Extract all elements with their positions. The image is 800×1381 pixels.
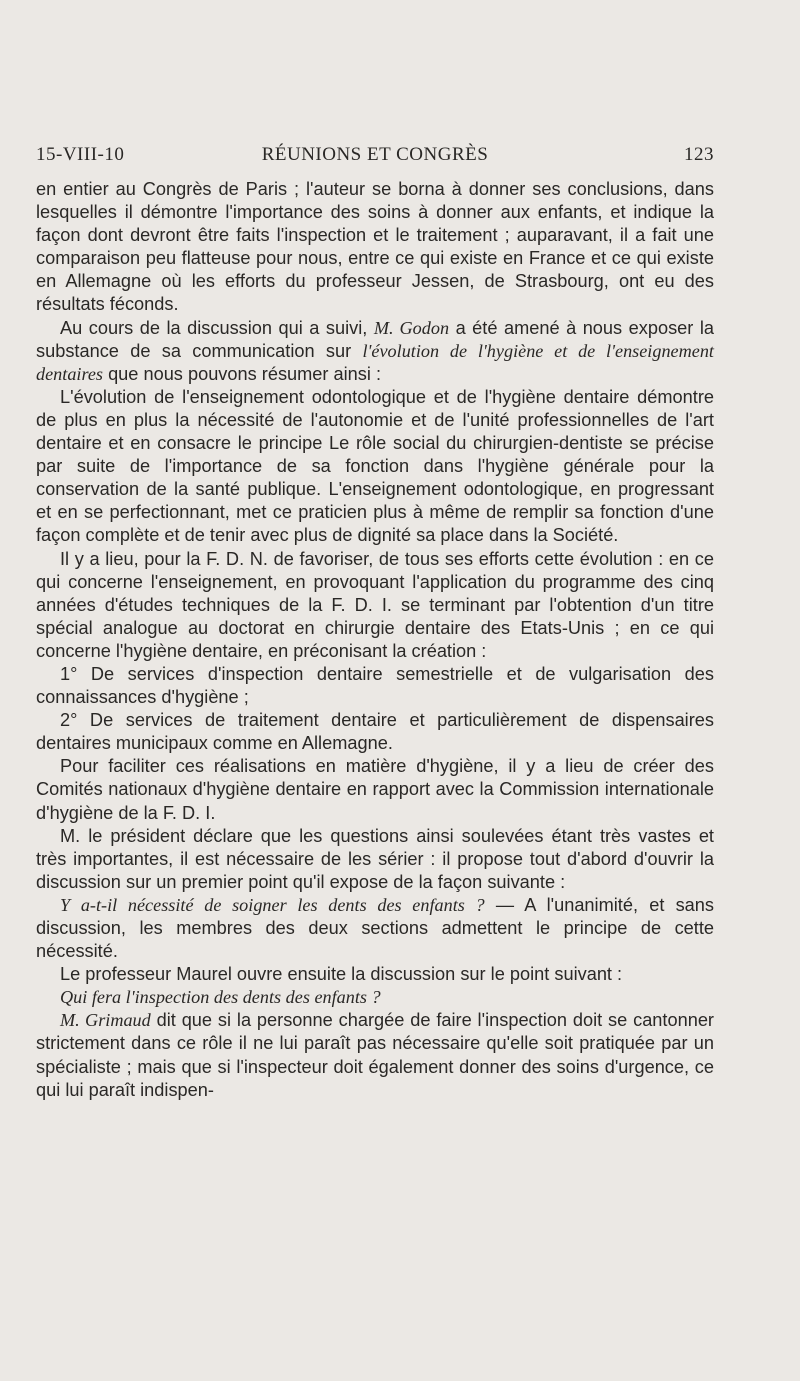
speaker-name: M. Godon — [373, 317, 450, 338]
header-title: RÉUNIONS ET CONGRÈS — [261, 144, 489, 165]
running-header — [36, 144, 714, 174]
paragraph: Le professeur Maurel ouvre ensuite la discussion sur le point suivant : — [60, 964, 623, 985]
paragraph: en entier au Congrès de Paris ; l'auteur se borna à donner ses conclusions, dans lesquelles il démontre l'importance des soins à donner aux enfants, et indique la façon dont devront être faits l'inspection et le traitement ; auparavant, il a fait une comparaison peu flatteuse pour nous, entre ce qui existe en France et ce qui existe en Allemagne où les efforts du professeur Jessen, de Strasbourg, ont eu des résultats féconds. — [36, 179, 714, 315]
communication-title: l'évolution de l'hygiène et de l'enseignement dentaires — [36, 340, 714, 384]
paragraph: M. le président déclare que les questions ainsi soulevées étant très vastes et très importantes, il est nécessaire de les sérier : il propose tout d'abord d'ouvrir la discussion sur un premier point qu'il expose de la façon suivante : — [36, 825, 714, 892]
header-date: 15-VIII-10 — [36, 144, 125, 165]
text-run: — A l'unanimité, et sans discussion, les membres des deux sections admettent le principe de cette nécessité. — [36, 894, 714, 962]
paragraph — [36, 317, 714, 386]
paragraph — [36, 1009, 714, 1101]
text-run: que nous pouvons résumer ainsi : — [103, 363, 382, 384]
question: Qui fera l'inspection des dents des enfants ? — [60, 987, 381, 1008]
text-run: a été amené à nous exposer la substance de sa communication sur — [36, 317, 714, 361]
text-run: Au cours de la discussion qui a suivi, — [60, 317, 374, 338]
question: Y a-t-il nécessité de soigner les dents des enfants ? — [60, 894, 485, 915]
body-text — [36, 178, 714, 1102]
paragraph: Pour faciliter ces réalisations en matière d'hygiène, il y a lieu de créer des Comités nationaux d'hygiène dentaire en rapport avec la Commission internationale d'hygiène de la F. D. I. — [36, 756, 714, 823]
list-item: 2° De services de traitement dentaire et particulièrement de dispensaires dentaires municipaux comme en Allemagne. — [36, 710, 714, 754]
paragraph — [36, 894, 714, 963]
list-item: 1° De services d'inspection dentaire semestrielle et de vulgarisation des connaissances d'hygiène ; — [36, 663, 714, 708]
speaker-name: M. Grimaud — [60, 1010, 151, 1031]
paragraph: L'évolution de l'enseignement odontologique et de l'hygiène dentaire démontre de plus en plus la nécessité de l'autonomie et de l'unité professionnelles de l'art dentaire et en consacre le principe Le rôle social du chirurgien-dentiste se précise par suite de l'importance de sa fonction dans l'hygiène générale pour la conservation de la santé publique. L'enseignement odontologique, en progressant et en se perfectionnant, met ce praticien plus à même de remplir sa fonction d'une façon complète et de tenir avec plus de dignité sa place dans la Société. — [36, 386, 714, 546]
page-number: 123 — [684, 144, 714, 165]
paragraph: Il y a lieu, pour la F. D. N. de favoriser, de tous ses efforts cette évolution : en ce qui concerne l'enseignement, en provoquant l'application du programme des cinq années d'études techniques de la F. D. I. se terminant par l'obtention d'un titre spécial analogue au doctorat en chirurgie dentaire des Etats-Unis ; en ce qui concerne l'hygiène dentaire, en préconisant la création : — [36, 548, 714, 661]
text-run: dit que si la personne chargée de faire l'inspection doit se cantonner strictement dans ce rôle il ne lui paraît pas nécessaire qu'elle soit pratiquée par un spécialiste ; mais que si l'inspecteur doit également donner des soins d'urgence, ce qui lui paraît indispen- — [36, 1010, 714, 1100]
